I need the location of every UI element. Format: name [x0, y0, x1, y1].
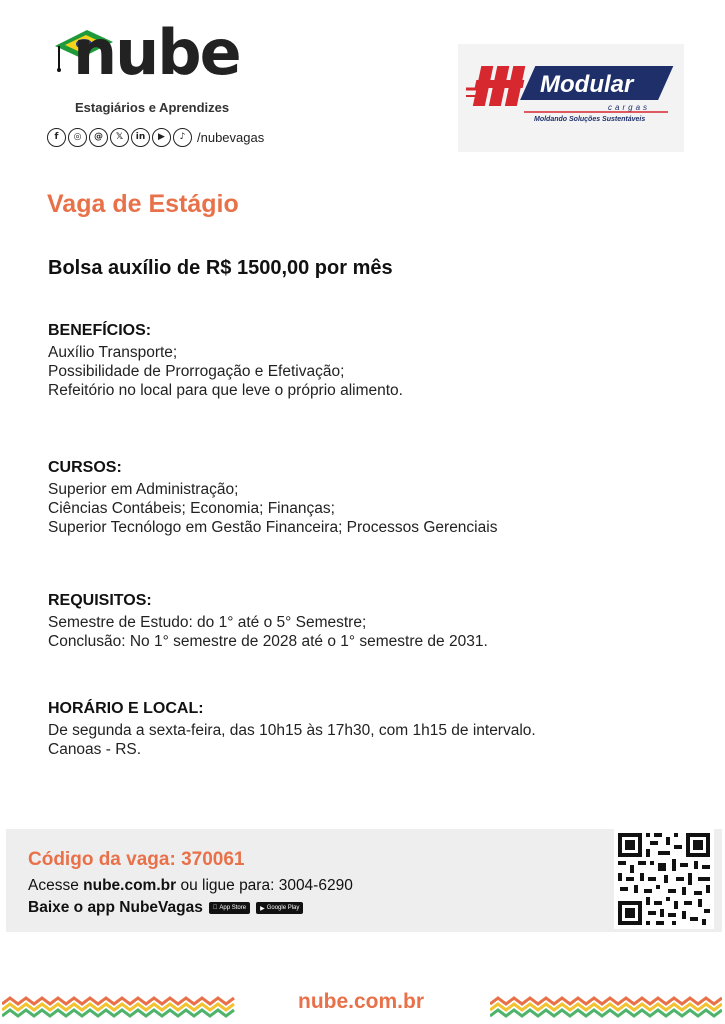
social-links: [47, 127, 264, 147]
tiktok-icon[interactable]: ♪: [173, 128, 192, 147]
section-heading: CURSOS:: [48, 459, 122, 476]
section-beneficios: [48, 322, 403, 400]
partner-tagline: Moldando Soluções Sustentáveis: [534, 116, 646, 123]
instagram-icon[interactable]: ◎: [68, 128, 87, 147]
section-requisitos: [48, 592, 488, 651]
decorative-pattern-left: [2, 996, 238, 1018]
requirement-line: Semestre de Estudo: do 1° até o 5° Semestre;: [48, 614, 367, 631]
contact-suffix: ou ligue para: 3004-6290: [176, 877, 353, 894]
qr-code-icon[interactable]: [614, 829, 714, 929]
job-title: Vaga de Estágio: [47, 190, 239, 218]
section-cursos: [48, 459, 497, 537]
threads-icon[interactable]: @: [89, 128, 108, 147]
contact-line: [28, 877, 353, 895]
brand-name: nube: [73, 16, 240, 89]
social-handle[interactable]: /nubevagas: [197, 129, 265, 145]
stipend: Bolsa auxílio de R$ 1500,00 por mês: [48, 257, 393, 279]
modular-mark-icon: [458, 44, 684, 152]
app-store-badge[interactable]: App Store: [209, 902, 250, 914]
contact-prefix: Acesse: [28, 877, 84, 894]
section-heading: REQUISITOS:: [48, 592, 152, 609]
google-play-badge[interactable]: ▶ Google Play: [256, 902, 303, 914]
job-code: Código da vaga: 370061: [28, 849, 245, 870]
location-line: Canoas - RS.: [48, 741, 142, 758]
app-label: Baixe o app NubeVagas: [28, 899, 203, 916]
decorative-pattern-right: [490, 996, 722, 1018]
apple-icon: [213, 905, 218, 911]
linkedin-icon[interactable]: in: [131, 128, 150, 147]
benefit-line: Auxílio Transporte;: [48, 344, 178, 361]
site-link[interactable]: nube.com.br: [83, 877, 177, 894]
play-icon: ▶: [255, 905, 261, 912]
course-line: Superior em Administração;: [48, 481, 239, 498]
brand-tagline: Estagiários e Aprendizes: [75, 100, 230, 115]
partner-sub: cargas: [608, 103, 651, 112]
youtube-icon[interactable]: ▶: [152, 128, 171, 147]
nube-logo: [45, 16, 265, 120]
partner-logo: [458, 44, 684, 152]
course-line: Superior Tecnólogo em Gestão Financeira; Processos Gerenciais: [48, 519, 498, 536]
app-line: [28, 899, 303, 917]
course-line: Ciências Contábeis; Economia; Finanças;: [48, 500, 335, 517]
facebook-icon[interactable]: f: [47, 128, 66, 147]
section-horario: [48, 700, 588, 759]
benefit-line: Possibilidade de Prorrogação e Efetivação;: [48, 363, 345, 380]
benefit-line: Refeitório no local para que leve o próprio alimento.: [48, 382, 403, 399]
job-code-box: [6, 829, 722, 932]
partner-name: Modular: [540, 71, 634, 98]
section-heading: BENEFÍCIOS:: [48, 322, 152, 339]
x-icon[interactable]: 𝕏: [110, 128, 129, 147]
requirement-line: Conclusão: No 1° semestre de 2028 até o 1° semestre de 2031.: [48, 633, 488, 650]
bottom-url[interactable]: nube.com.br: [298, 990, 425, 1013]
schedule-line: De segunda a sexta-feira, das 10h15 às 17h30, com 1h15 de intervalo.: [48, 722, 536, 739]
section-heading: HORÁRIO E LOCAL:: [48, 700, 204, 717]
